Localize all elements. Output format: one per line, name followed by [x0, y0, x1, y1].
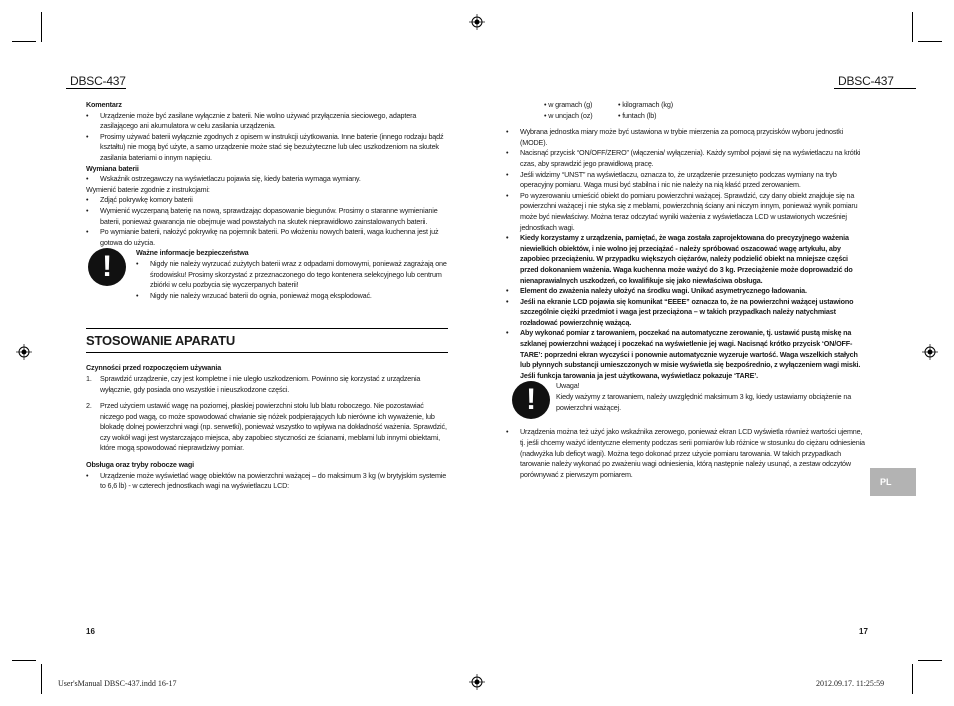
exclamation-icon: !	[88, 248, 126, 286]
list-item: • Urządzenia można też użyć jako wskaźnika zerowego, ponieważ ekran LCD wyświetla również wartości ujemne, tj. jeśli chcemy ważyć identyczne elementy podczas serii pomiarów lub różnice w stosunku do ciężaru odniesienia (nadwyżka lub deficyt wagi). Można tego dokonać przez użycie pomiaru tarowania. W takich przypadkach tarowanie należy wykonać po zważeniu wagi odniesienia, którą następnie należy usunąć, a zestaw odczytów porównywać z pierwszym pomiarem.	[506, 427, 868, 480]
list-item: • Nigdy nie należy wyrzucać zużytych baterii wraz z odpadami domowymi, ponieważ zagrażają one środowisku! Prosimy skorzystać z przeznaczonego do tego kontenera selekcyjnego lub centrum zbiórki w celu pozbycia się wyczerpanych baterii!	[136, 259, 448, 291]
list-item: • Wymienić wyczerpaną baterię na nową, sprawdzając dopasowanie biegunów. Prosimy o staranne wymienianie baterii, ponieważ gwarancja nie obejmuje wad powstałych na skutek nieprawidłowo zainstalowanych baterii.	[86, 206, 448, 227]
unit-item: • w gramach (g)	[544, 100, 593, 109]
list-item: • Wybrana jednostka miary może być ustawiona w trybie mierzenia za pomocą przycisków wyboru jednostki (MODE).	[506, 127, 868, 148]
czynnosci-heading: Czynności przed rozpoczęciem używania	[86, 363, 222, 373]
list-item: • Po wyzerowaniu umieścić obiekt do pomiaru powierzchni ważącej. Sprawdzić, czy dany obiekt znajduje się na powierzchni ważącej i nie styka się z meblami, powierzchnią ściany ani niczym innym, ponieważ wynik pomiaru może być niewłaściwy. Można teraz odczytać wyniki ważenia z wyświetlacza LCD w ustawionych wcześniej jednostkach wagi.	[506, 191, 868, 233]
section-title: STOSOWANIE APARATU	[86, 328, 448, 353]
left-header-model: DBSC-437	[70, 74, 126, 88]
unit-item: • w uncjach (oz)	[544, 110, 593, 120]
numbered-item	[86, 401, 448, 454]
wymiana-intro: Wymienić baterie zgodnie z instrukcjami:	[86, 184, 210, 194]
unit-item: • funtach (lb)	[618, 110, 657, 120]
item-number: 2.	[86, 401, 92, 411]
important-info-box	[86, 248, 448, 318]
footer-datetime: 2012.09.17. 11:25:59	[816, 679, 885, 688]
left-page-number: 16	[86, 627, 95, 636]
left-header-rule	[66, 88, 126, 89]
obsluga-heading: Obsługa oraz tryby robocze wagi	[86, 460, 194, 470]
list-item: • Urządzenie może być zasilane wyłącznie z baterii. Nie wolno używać przyłączenia sieciowego, adaptera zasilającego ani akumulatora w celu zasilania urządzenia.	[86, 111, 448, 132]
crop-mark	[41, 664, 42, 694]
footer-filename: User'sManual DBSC-437.indd 16-17	[58, 679, 177, 688]
right-page-number: 17	[859, 627, 868, 636]
registration-mark-icon	[469, 14, 485, 30]
crop-mark	[12, 41, 36, 42]
left-page-content	[86, 100, 448, 492]
registration-mark-icon	[469, 674, 485, 690]
right-page-content	[506, 100, 868, 480]
komentarz-heading: Komentarz	[86, 100, 122, 109]
crop-mark	[41, 12, 42, 42]
list-item: • Nigdy nie należy wrzucać baterii do ognia, ponieważ mogą eksplodować.	[136, 291, 448, 302]
list-item: • Aby wykonać pomiar z tarowaniem, poczekać na automatyczne zerowanie, tj. ustawić pustą miskę na szklanej powierzchni ważącej i poczekać na wyświetlenie jej wagi. Nacisnąć krótko przycisk ‘ON/OFF-TARE’: poprzedni ekran wyczyści i ponownie automatycznie wyzeruje wartość. Waga wszelkich stałych lub płynnych substancji umieszczonych w misie wyświetla się bezpośrednio, z wyłączeniem wagi miski. Jeśli funkcja tarowania ja jest użytkowana, wyświetlacz pokazuje ‘TARE’.	[506, 328, 868, 381]
list-item: • Urządzenie może wyświetlać wagę obiektów na powierzchni ważącej – do maksimum 3 kg (w brytyjskim systemie to 6,6 lb) - w czterech jednostkach wagi na wyświetlaczu LCD:	[86, 471, 448, 492]
unit-item: • kilogramach (kg)	[618, 100, 673, 109]
caution-heading: Uwaga!	[556, 381, 580, 391]
list-item: • Zdjąć pokrywkę komory baterii	[86, 195, 448, 206]
exclamation-icon: !	[512, 381, 550, 419]
list-item: • Nacisnąć przycisk “ON/OFF/ZERO” (włączenia/ wyłączenia). Każdy symbol pojawi się na wyświetlaczu na krótki czas, aby sprawdzić jego prawidłową pracę.	[506, 148, 868, 169]
list-item: • Prosimy używać baterii wyłącznie zgodnych z opisem w instrukcji użytkowania. Inne baterie (innego rodzaju bądź kształtu) nie mogą być użyte, a samo urządzenie może stać się bezużyteczne lub ulec uszkodzeniom na skutek zasilania bateriami o innym napięciu.	[86, 132, 448, 164]
wymiana-heading: Wymiana baterii	[86, 163, 139, 173]
right-header-model: DBSC-437	[838, 74, 894, 88]
crop-mark	[912, 664, 913, 694]
crop-mark	[12, 660, 36, 661]
registration-mark-icon	[16, 344, 32, 360]
list-item: • Element do zważenia należy ułożyć na środku wagi. Unikać asymetrycznego ładowania.	[506, 286, 868, 297]
list-item: • Jeśli widzimy “UNST” na wyświetlaczu, oznacza to, że urządzenie przesunięto podczas wymiany na tryb operacyjny pomiaru. Waga musi być stabilna i nic nie należy na nią kłaść przed zerowaniem.	[506, 170, 868, 191]
units-list	[506, 100, 868, 121]
caution-box	[506, 381, 868, 421]
item-text: Przed użyciem ustawić wagę na poziomej, płaskiej powierzchni stołu lub blatu roboczego. Nie pozostawiać niczego pod wagą, co może spowodować chwianie się nóżek podpierających lub nierówne ich wyważenie, lub blokadę dolnej powierzchni wagi (np. serwetki), ponieważ wszystko to wpływa na dokładność ważenia. Sprawdzić, czy wokół wagi jest wystarczająco miejsca, aby zapobiec styczności ze ścianami, meblami lub innymi obiektami, które mogą spowodować nieprawdziwy pomiar.	[100, 401, 447, 453]
list-item: • Kiedy korzystamy z urządzenia, pamiętać, że waga została zaprojektowana do precyzyjnego ważenia niewielkich obiektów, i nie wolno jej przeciążać - należy spróbować oszacować wagę artykułu, aby zapobiec przeciążeniu. W przypadku większych ciężarów, należy podzielić obiekt na mniejsze części przed dokonaniem ważenia. Waga kuchenna może ważyć do 3 kg. Przeciążenie może doprowadzić do nienaprawialnych uszkodzeń, co kwalifikuje się jako niewłaściwa obsługa.	[506, 233, 868, 286]
registration-mark-icon	[922, 344, 938, 360]
crop-mark	[918, 660, 942, 661]
numbered-item	[86, 374, 448, 395]
item-number: 1.	[86, 373, 92, 383]
list-item: • Po wymianie baterii, nałożyć pokrywkę na pojemnik baterii. Po włożeniu nowych baterii, waga kuchenna jest już gotowa do użycia.	[86, 227, 448, 248]
list-item: • Wskaźnik ostrzegawczy na wyświetlaczu pojawia się, kiedy bateria wymaga wymiany.	[86, 174, 448, 185]
crop-mark	[912, 12, 913, 42]
crop-mark	[918, 41, 942, 42]
language-tab: PL	[870, 468, 916, 496]
caution-text: Kiedy ważymy z tarowaniem, należy uwzględnić maksimum 3 kg, kiedy ustawiamy obciążenie na powierzchni ważącej.	[556, 392, 852, 412]
list-item: • Jeśli na ekranie LCD pojawia się komunikat “EEEE” oznacza to, że na powierzchni ważącej ustawiono szczególnie ciężki przedmiot i waga jest przeciążona – w takich przypadkach należy natychmiast rozładować powierzchnię ważącą.	[506, 297, 868, 329]
item-text: Sprawdzić urządzenie, czy jest kompletne i nie uległo uszkodzeniom. Powinno się korzystać z urządzenia wyłącznie, gdy posiada ono wszystkie i nieuszkodzone części.	[100, 373, 421, 394]
right-header-rule	[834, 88, 916, 89]
important-heading: Ważne informacje bezpieczeństwa	[136, 248, 249, 258]
